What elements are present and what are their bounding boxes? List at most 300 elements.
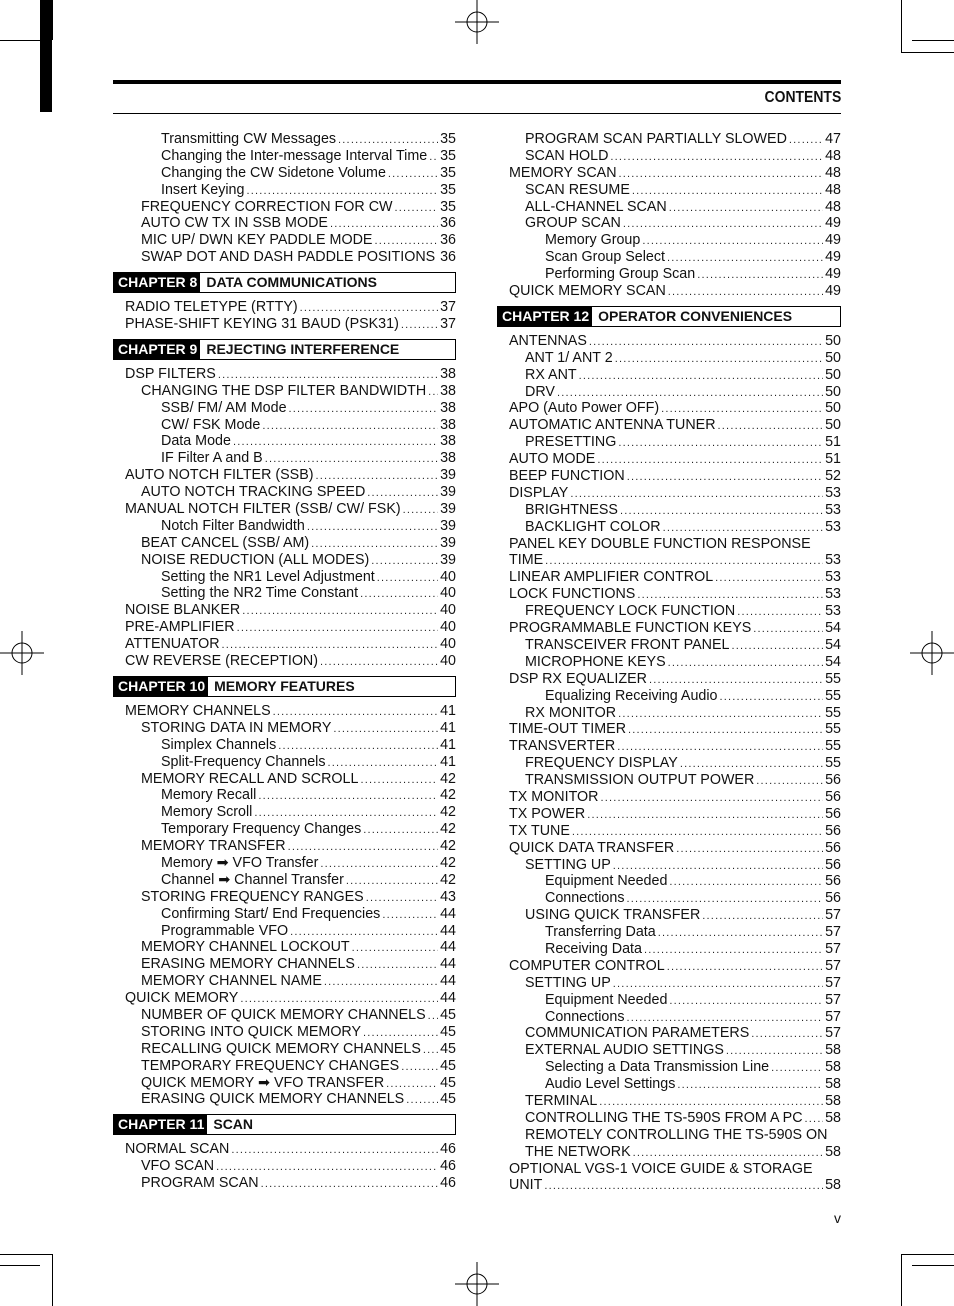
toc-page-number: 55 (825, 721, 841, 738)
dot-leader (579, 368, 823, 385)
toc-entry[interactable] (497, 283, 841, 300)
dot-leader (366, 890, 438, 907)
registration-mark-icon (0, 631, 44, 675)
toc-entry[interactable] (497, 806, 841, 823)
toc-left-column (113, 131, 456, 1192)
chapter-heading (113, 272, 456, 293)
toc-page-number: 44 (440, 905, 456, 922)
dot-leader (663, 520, 824, 537)
toc-page-number: 57 (825, 991, 841, 1008)
toc-entry-title: PHASE-SHIFT KEYING 31 BAUD (PSK31) (125, 316, 399, 333)
toc-page-number: 46 (440, 1158, 456, 1175)
toc-entry[interactable] (113, 501, 456, 518)
toc-page-number: 57 (825, 924, 841, 941)
toc-entry[interactable] (497, 755, 841, 772)
crop-mark (52, 0, 53, 40)
toc-entry-title: AUTO CW TX IN SSB MODE (141, 215, 328, 232)
dot-leader (570, 486, 823, 503)
toc-entry-title: ANTENNAS (509, 332, 587, 349)
chapter-number: CHAPTER 10 (114, 677, 208, 696)
toc-page-number: 39 (440, 517, 456, 534)
toc-entry-title: MANUAL NOTCH FILTER (SSB/ CW/ FSK) (125, 501, 401, 518)
toc-entry[interactable] (497, 857, 841, 874)
toc-entry-title: SCAN HOLD (525, 147, 609, 164)
toc-entry[interactable] (113, 956, 456, 973)
toc-entry[interactable] (497, 671, 841, 688)
toc-entry[interactable] (113, 1058, 456, 1075)
toc-entry[interactable] (497, 552, 841, 569)
toc-entry-title: BEEP FUNCTION (509, 468, 625, 485)
toc-page-number: 41 (440, 719, 456, 736)
dot-leader (360, 586, 438, 603)
toc-page-number: 58 (825, 1042, 841, 1059)
toc-entry[interactable] (497, 738, 841, 755)
toc-entry[interactable] (497, 992, 841, 1009)
toc-entry-title: Channel ➡ Channel Transfer (161, 871, 344, 888)
toc-entry[interactable] (497, 215, 841, 232)
toc-entry-title: OPTIONAL VGS-1 VOICE GUIDE & STORAGE (509, 1160, 813, 1177)
toc-entry[interactable] (113, 383, 456, 400)
toc-entry-title: QUICK MEMORY ➡ VFO TRANSFER (141, 1074, 385, 1091)
toc-entry[interactable] (113, 148, 456, 165)
dot-leader (726, 1043, 823, 1060)
dot-leader (615, 351, 823, 368)
toc-page-number: 48 (825, 198, 841, 215)
chapter-number: CHAPTER 12 (498, 307, 592, 326)
dot-leader (423, 1042, 438, 1059)
toc-entry[interactable] (113, 821, 456, 838)
toc-entry[interactable] (497, 620, 841, 637)
toc-entry[interactable] (113, 165, 456, 182)
toc-page-number: 39 (440, 501, 456, 518)
toc-entry[interactable] (497, 1127, 841, 1144)
toc-page-number: 38 (440, 365, 456, 382)
toc-page-number: 53 (825, 586, 841, 603)
toc-page-number: 52 (825, 468, 841, 485)
toc-entry-title: CW/ FSK Mode (161, 416, 261, 433)
toc-entry[interactable] (113, 939, 456, 956)
toc-page-number: 57 (825, 974, 841, 991)
toc-entry[interactable] (497, 569, 841, 586)
toc-page-number: 53 (825, 569, 841, 586)
crop-mark (40, 0, 52, 112)
toc-entry[interactable] (113, 535, 456, 552)
toc-page-number: 48 (825, 181, 841, 198)
toc-entry-title: MEMORY CHANNEL LOCKOUT (141, 939, 350, 956)
toc-page-number: 57 (825, 907, 841, 924)
toc-page-number: 55 (825, 755, 841, 772)
toc-entry-title: RADIO TELETYPE (RTTY) (125, 299, 298, 316)
toc-page-number: 55 (825, 687, 841, 704)
toc-entry[interactable] (113, 366, 456, 383)
crop-mark (0, 40, 40, 41)
toc-entry[interactable] (497, 1009, 841, 1026)
toc-entry[interactable] (113, 619, 456, 636)
crop-mark (0, 1254, 53, 1255)
toc-page-number: 40 (440, 636, 456, 653)
dot-leader (667, 250, 823, 267)
toc-entry[interactable] (497, 958, 841, 975)
toc-entry[interactable] (113, 484, 456, 501)
toc-entry[interactable] (497, 468, 841, 485)
toc-entry-title: PRESETTING (525, 434, 617, 451)
toc-entry-title: LINEAR AMPLIFIER CONTROL (509, 569, 714, 586)
toc-entry[interactable] (497, 654, 841, 671)
dot-leader (669, 200, 823, 217)
toc-entry[interactable] (497, 1059, 841, 1076)
toc-entry-title: RX MONITOR (525, 704, 617, 721)
toc-entry[interactable] (113, 872, 456, 889)
toc-entry[interactable] (113, 855, 456, 872)
toc-entry-title: Performing Group Scan (545, 266, 696, 283)
toc-entry[interactable] (497, 384, 841, 401)
toc-entry-title: ERASING QUICK MEMORY CHANNELS (141, 1091, 405, 1108)
dot-leader (756, 773, 823, 790)
crop-mark (912, 1265, 954, 1266)
toc-entry[interactable] (497, 772, 841, 789)
toc-page-number: 45 (440, 1006, 456, 1023)
toc-page-number: 53 (825, 501, 841, 518)
toc-entry[interactable] (497, 182, 841, 199)
toc-entry[interactable] (113, 199, 456, 216)
toc-page-number: 56 (825, 856, 841, 873)
toc-entry-title: USING QUICK TRANSFER (525, 907, 701, 924)
toc-entry-title: DSP RX EQUALIZER (509, 670, 647, 687)
toc-page-number: 53 (825, 484, 841, 501)
toc-entry[interactable] (113, 182, 456, 199)
toc-entry[interactable] (497, 975, 841, 992)
dot-leader (753, 621, 823, 638)
dot-leader (428, 384, 438, 401)
toc-entry[interactable] (113, 1091, 456, 1108)
toc-entry[interactable] (497, 232, 841, 249)
toc-page-number: 35 (440, 147, 456, 164)
toc-entry[interactable] (113, 889, 456, 906)
toc-entry-title: DRV (525, 383, 555, 400)
toc-entry[interactable] (497, 586, 841, 603)
dot-leader (599, 1094, 823, 1111)
dot-leader (273, 704, 438, 721)
dot-leader (288, 839, 439, 856)
toc-entry[interactable] (497, 148, 841, 165)
toc-entry[interactable] (497, 266, 841, 283)
toc-page-number: 56 (825, 839, 841, 856)
chapter-title: OPERATOR CONVENIENCES (598, 307, 793, 324)
toc-entry-title: TRANSMISSION OUTPUT POWER (525, 772, 755, 789)
toc-entry[interactable] (113, 720, 456, 737)
toc-page-number: 54 (825, 636, 841, 653)
dot-leader (437, 250, 438, 267)
registration-mark-icon (455, 1262, 499, 1306)
toc-entry-title: QUICK MEMORY SCAN (509, 283, 666, 300)
dot-leader (363, 1025, 438, 1042)
toc-page-number: 40 (440, 585, 456, 602)
dot-leader (377, 570, 438, 587)
chapter-title: REJECTING INTERFERENCE (206, 340, 400, 357)
toc-entry[interactable] (497, 1110, 841, 1127)
toc-entry[interactable] (113, 1041, 456, 1058)
toc-entry[interactable] (497, 350, 841, 367)
toc-entry[interactable] (497, 941, 841, 958)
chapter-number: CHAPTER 9 (114, 340, 200, 359)
toc-entry-title: BRIGHTNESS (525, 501, 618, 518)
toc-entry[interactable] (497, 249, 841, 266)
toc-entry-title: APO (Auto Power OFF) (509, 400, 660, 417)
toc-entry-title: SWAP DOT AND DASH PADDLE POSITIONS (141, 249, 436, 266)
toc-page-number: 56 (825, 822, 841, 839)
dot-leader (360, 772, 438, 789)
toc-entry[interactable] (113, 131, 456, 148)
toc-entry[interactable] (497, 131, 841, 148)
toc-entry[interactable] (113, 450, 456, 467)
header-underline (113, 113, 841, 114)
toc-entry[interactable] (113, 417, 456, 434)
toc-entry-title: Scan Group Select (545, 249, 666, 266)
toc-entry-title: COMPUTER CONTROL (509, 957, 665, 974)
toc-entry[interactable] (497, 199, 841, 216)
toc-entry-title: Setting the NR2 Time Constant (161, 585, 359, 602)
dot-leader (218, 367, 438, 384)
toc-entry[interactable] (113, 636, 456, 653)
toc-entry-title: FREQUENCY DISPLAY (525, 755, 678, 772)
dot-leader (633, 1145, 823, 1162)
toc-entry[interactable] (113, 552, 456, 569)
toc-page-number: 50 (825, 349, 841, 366)
toc-entry[interactable] (497, 924, 841, 941)
dot-leader (254, 805, 438, 822)
toc-entry[interactable] (113, 299, 456, 316)
toc-page-number: 45 (440, 1057, 456, 1074)
dot-leader (401, 317, 438, 334)
toc-page-number: 45 (440, 1074, 456, 1091)
toc-page-number: 58 (825, 1059, 841, 1076)
toc-page-number: 39 (440, 484, 456, 501)
toc-entry-title: AUTO NOTCH TRACKING SPEED (141, 484, 366, 501)
chapter-heading (113, 676, 456, 697)
toc-entry[interactable] (113, 215, 456, 232)
toc-entry-title: CONTROLLING THE TS-590S FROM A PC (525, 1109, 803, 1126)
toc-page-number: 49 (825, 215, 841, 232)
toc-entry[interactable] (497, 519, 841, 536)
toc-entry-title: Temporary Frequency Changes (161, 821, 362, 838)
toc-entry[interactable] (497, 721, 841, 738)
dot-leader (613, 976, 823, 993)
toc-entry[interactable] (497, 165, 841, 182)
toc-page-number: 38 (440, 450, 456, 467)
dot-leader (680, 756, 823, 773)
toc-entry[interactable] (113, 400, 456, 417)
dot-leader (718, 418, 824, 435)
toc-entry[interactable] (497, 1144, 841, 1161)
toc-page-number: 42 (440, 787, 456, 804)
dot-leader (751, 1026, 823, 1043)
toc-page-number: 35 (440, 198, 456, 215)
toc-entry[interactable] (113, 703, 456, 720)
dot-leader (623, 216, 823, 233)
toc-entry-title: SETTING UP (525, 856, 611, 873)
toc-entry[interactable] (497, 1093, 841, 1110)
toc-entry[interactable] (113, 585, 456, 602)
toc-entry[interactable] (113, 838, 456, 855)
dot-leader (300, 300, 438, 317)
toc-entry-title: Notch Filter Bandwidth (161, 517, 305, 534)
chapter-heading (113, 339, 456, 360)
toc-entry-title: Transmitting CW Messages (161, 131, 337, 147)
toc-entry[interactable] (497, 823, 841, 840)
toc-page-number: 57 (825, 940, 841, 957)
toc-entry[interactable] (497, 688, 841, 705)
dot-leader (737, 604, 823, 621)
crop-mark (901, 0, 902, 52)
toc-entry[interactable] (113, 569, 456, 586)
toc-entry[interactable] (497, 1025, 841, 1042)
chapter-title: DATA COMMUNICATIONS (206, 274, 377, 291)
toc-entry[interactable] (497, 1042, 841, 1059)
toc-entry-title: ALL-CHANNEL SCAN (525, 198, 667, 215)
dot-leader (628, 722, 823, 739)
dot-leader (771, 1060, 823, 1077)
toc-entry[interactable] (497, 502, 841, 519)
toc-page-number: 44 (440, 973, 456, 990)
toc-right-column (497, 131, 841, 1194)
toc-entry-title: Equalizing Receiving Audio (545, 687, 718, 704)
chapter-title: MEMORY FEATURES (214, 677, 355, 694)
toc-entry[interactable] (497, 907, 841, 924)
toc-entry-title: SETTING UP (525, 974, 611, 991)
dot-leader (333, 721, 438, 738)
toc-entry[interactable] (113, 467, 456, 484)
toc-entry[interactable] (113, 1141, 456, 1158)
toc-entry[interactable] (113, 1075, 456, 1092)
toc-entry-title: RX ANT (525, 366, 577, 383)
toc-page-number: 42 (440, 821, 456, 838)
toc-page-number: 38 (440, 382, 456, 399)
dot-leader (261, 1176, 439, 1193)
toc-entry[interactable] (497, 417, 841, 434)
toc-entry[interactable] (497, 789, 841, 806)
toc-page-number: 36 (440, 232, 456, 249)
toc-entry-title: BEAT CANCEL (SSB/ AM) (141, 534, 310, 551)
dot-leader (403, 502, 438, 519)
toc-entry[interactable] (113, 1175, 456, 1192)
toc-entry[interactable] (113, 787, 456, 804)
toc-entry[interactable] (497, 873, 841, 890)
toc-entry[interactable] (497, 367, 841, 384)
dot-leader (216, 1159, 438, 1176)
toc-entry-title: NOISE REDUCTION (ALL MODES) (141, 551, 370, 568)
toc-entry[interactable] (113, 923, 456, 940)
toc-entry-title: Changing the CW Sidetone Volume (161, 164, 386, 181)
toc-entry[interactable] (497, 400, 841, 417)
toc-entry[interactable] (113, 316, 456, 333)
dot-leader (637, 587, 823, 604)
toc-entry[interactable] (113, 771, 456, 788)
toc-entry[interactable] (113, 232, 456, 249)
toc-page-number: 35 (440, 164, 456, 181)
dot-leader (428, 1008, 438, 1025)
registration-mark-icon (455, 0, 499, 44)
toc-entry[interactable] (497, 536, 841, 553)
dot-leader (401, 1059, 438, 1076)
toc-entry[interactable] (113, 754, 456, 771)
toc-page-number: 57 (825, 1008, 841, 1025)
toc-entry[interactable] (497, 434, 841, 451)
toc-page-number: 49 (825, 283, 841, 300)
toc-entry[interactable] (497, 1076, 841, 1093)
dot-leader (626, 1010, 823, 1027)
toc-entry[interactable] (113, 249, 456, 266)
dot-leader (667, 959, 823, 976)
toc-entry[interactable] (113, 653, 456, 670)
toc-entry[interactable] (497, 890, 841, 907)
dot-leader (557, 385, 823, 402)
toc-entry-title: Data Mode (161, 433, 231, 450)
dot-leader (731, 638, 823, 655)
toc-entry-title: GROUP SCAN (525, 215, 621, 232)
crop-mark (0, 1265, 40, 1266)
toc-entry-title: REMOTELY CONTROLLING THE TS-590S ON (525, 1126, 828, 1143)
toc-page-number: 43 (440, 888, 456, 905)
toc-entry[interactable] (113, 1007, 456, 1024)
toc-entry-title: TEMPORARY FREQUENCY CHANGES (141, 1057, 400, 1074)
toc-entry[interactable] (497, 705, 841, 722)
toc-page-number: 49 (825, 249, 841, 266)
toc-entry-title: SSB/ FM/ AM Mode (161, 399, 287, 416)
toc-entry-title: ANT 1/ ANT 2 (525, 349, 613, 366)
toc-entry-title: FREQUENCY CORRECTION FOR CW (141, 198, 393, 215)
dot-leader (544, 1178, 823, 1195)
toc-entry[interactable] (497, 840, 841, 857)
toc-page-number: 57 (825, 1025, 841, 1042)
toc-entry[interactable] (497, 485, 841, 502)
toc-page-number: 37 (440, 299, 456, 316)
toc-entry[interactable] (497, 1177, 841, 1194)
toc-entry[interactable] (113, 433, 456, 450)
toc-entry[interactable] (113, 804, 456, 821)
toc-entry[interactable] (497, 603, 841, 620)
dot-leader (262, 418, 438, 435)
dot-leader (669, 993, 823, 1010)
dot-leader (642, 233, 823, 250)
toc-entry[interactable] (497, 1161, 841, 1178)
toc-entry[interactable] (497, 333, 841, 350)
toc-entry[interactable] (113, 906, 456, 923)
toc-entry-title: AUTO MODE (509, 451, 596, 468)
toc-page-number: 49 (825, 266, 841, 283)
toc-page-number: 50 (825, 383, 841, 400)
toc-entry[interactable] (113, 1024, 456, 1041)
toc-entry-title: TERMINAL (525, 1092, 598, 1109)
toc-entry[interactable] (113, 973, 456, 990)
toc-entry[interactable] (113, 990, 456, 1007)
toc-entry[interactable] (497, 637, 841, 654)
toc-entry-title: STORING FREQUENCY RANGES (141, 888, 364, 905)
toc-entry[interactable] (113, 737, 456, 754)
toc-page-number: 57 (825, 957, 841, 974)
dot-leader (324, 974, 438, 991)
chapter-heading (113, 1114, 456, 1135)
toc-entry[interactable] (113, 1158, 456, 1175)
toc-entry-title: Transferring Data (545, 924, 656, 941)
toc-entry-title: NORMAL SCAN (125, 1141, 230, 1158)
toc-page-number: 54 (825, 653, 841, 670)
toc-entry-title: FREQUENCY LOCK FUNCTION (525, 603, 736, 620)
toc-entry[interactable] (113, 602, 456, 619)
toc-entry[interactable] (497, 451, 841, 468)
toc-page-number: 38 (440, 399, 456, 416)
toc-entry[interactable] (113, 518, 456, 535)
toc-page-number: 50 (825, 400, 841, 417)
